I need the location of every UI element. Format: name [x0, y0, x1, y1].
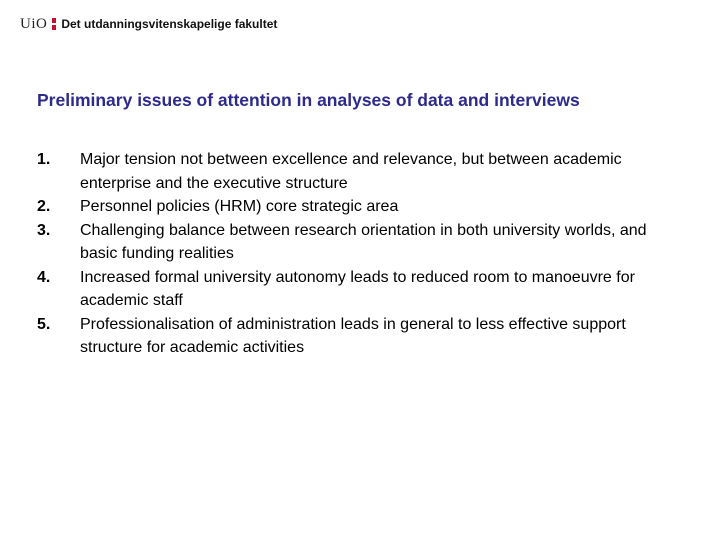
list-item-number: 1. — [37, 151, 51, 168]
list-item-text: Professionalisation of administration leads in general to less effective support structure for academic activities — [80, 315, 626, 356]
list-item-text: Personnel policies (HRM) core strategic area — [80, 198, 399, 215]
list-item-number: 3. — [37, 221, 51, 239]
list-item — [37, 219, 687, 266]
list-item-text: Challenging balance between research orientation in both university worlds, and basic funding realities — [80, 221, 647, 262]
list-item-number: 2. — [37, 198, 51, 215]
list-item-number: 5. — [37, 315, 51, 333]
list-item — [37, 195, 687, 219]
slide-title: Preliminary issues of attention in analyses of data and interviews — [37, 90, 580, 110]
header — [20, 14, 277, 34]
list-item — [37, 148, 687, 195]
logo-separator-icon — [52, 17, 56, 31]
issues-list — [37, 148, 687, 360]
faculty-name: Det utdanningsvitenskapelige fakultet — [61, 17, 278, 31]
list-item-number: 4. — [37, 268, 51, 286]
list-item-text: Major tension not between excellence and relevance, but between academic enterprise and the executive structure — [80, 151, 622, 192]
uio-logo: UiO — [20, 15, 48, 32]
list-item — [37, 313, 687, 360]
list-item-text: Increased formal university autonomy leads to reduced room to manoeuvre for academic staff — [80, 268, 635, 309]
list-item — [37, 266, 687, 313]
